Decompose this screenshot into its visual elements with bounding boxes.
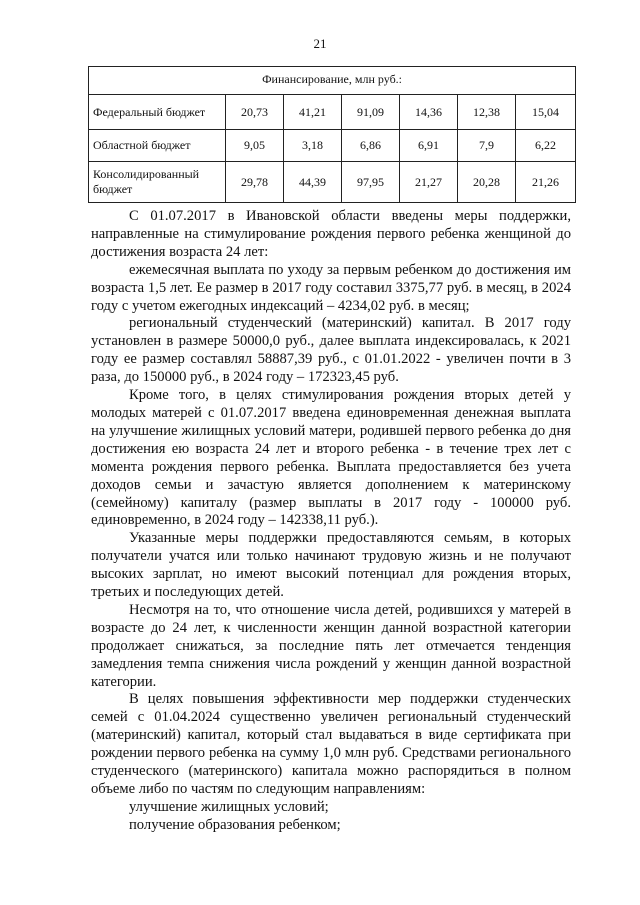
table-cell: 9,05 [226,130,284,162]
table-cell: 41,21 [284,95,342,130]
row-label: Консолидированный бюджет [89,162,226,203]
row-label: Областной бюджет [89,130,226,162]
table-cell: 6,86 [342,130,400,162]
table-cell: 21,26 [516,162,576,203]
table-row [89,130,576,162]
table-header: Финансирование, млн руб.: [89,67,576,95]
table-cell: 21,27 [400,162,458,203]
row-label: Федеральный бюджет [89,95,226,130]
table-cell: 44,39 [284,162,342,203]
table-row [89,162,576,203]
paragraph: Несмотря на то, что отношение числа детей, родившихся у матерей в возрасте до 24 лет, к численности женщин данной возрастной категории продолжает снижаться, за последние пять лет отмечается тенденция замедления темпа снижения числа рождений у женщин данной возрастной категории. [91,601,571,690]
table-cell: 6,91 [400,130,458,162]
table-cell: 15,04 [516,95,576,130]
table-cell: 20,28 [458,162,516,203]
table-cell: 6,22 [516,130,576,162]
paragraph: В целях повышения эффективности мер поддержки студенческих семей с 01.04.2024 существенно увеличен региональный студенческий (материнский) капитал, который стал выдаваться в виде сертификата при рождении первого ребенка на сумму 1,0 млн руб. Средствами регионального студенческого (материнского) капитала можно распорядиться в полном объеме либо по частям по следующим направлениям: [91,691,571,797]
financing-table [88,66,576,203]
page-number: 21 [313,36,327,51]
table-cell: 12,38 [458,95,516,130]
body-text [91,208,571,835]
table-cell: 20,73 [226,95,284,130]
table-cell: 3,18 [284,130,342,162]
table-cell: 91,09 [342,95,400,130]
table-cell: 97,95 [342,162,400,203]
paragraph: С 01.07.2017 в Ивановской области введены меры поддержки, направленные на стимулирование рождения первого ребенка женщиной до достижения возраста 24 лет: [91,208,571,260]
table-cell: 7,9 [458,130,516,162]
table-row [89,95,576,130]
list-item: получение образования ребенком; [129,816,341,833]
list-item: улучшение жилищных условий; [129,798,329,815]
paragraph: ежемесячная выплата по уходу за первым ребенком до достижения им возраста 1,5 лет. Ее размер в 2017 году составил 3375,77 руб. в месяц, в 2024 году с учетом ежегодных индексаций – 4234,02 руб. в месяц; [91,261,571,314]
paragraph: региональный студенческий (материнский) капитал. В 2017 году установлен в размере 50000,0 руб., далее выплата индексировалась, к 2021 году ее размер составлял 58887,39 руб., с 01.01.2022 - увеличен почти в 3 раза, до 150000 руб., в 2024 году – 172323,45 руб. [91,315,571,386]
paragraph: Указанные меры поддержки предоставляются семьям, в которых получатели учатся или только начинают трудовую жизнь и не получают высоких зарплат, но имеют высокий потенциал для рождения вторых, третьих и последующих детей. [91,530,571,601]
paragraph: Кроме того, в целях стимулирования рождения вторых детей у молодых матерей с 01.07.2017 введена единовременная денежная выплата на улучшение жилищных условий матери, родившей первого ребенка до дня достижения ею возраста 24 лет и второго ребенка - в течение трех лет с момента рождения первого ребенка. Выплата предоставляется без учета доходов семьи и зачастую является дополнением к материнскому (семейному) капиталу (размер выплаты в 2017 году - 100000 руб. единовременно, в 2024 году – 142338,11 руб.). [91,387,571,529]
table-cell: 14,36 [400,95,458,130]
table-cell: 29,78 [226,162,284,203]
